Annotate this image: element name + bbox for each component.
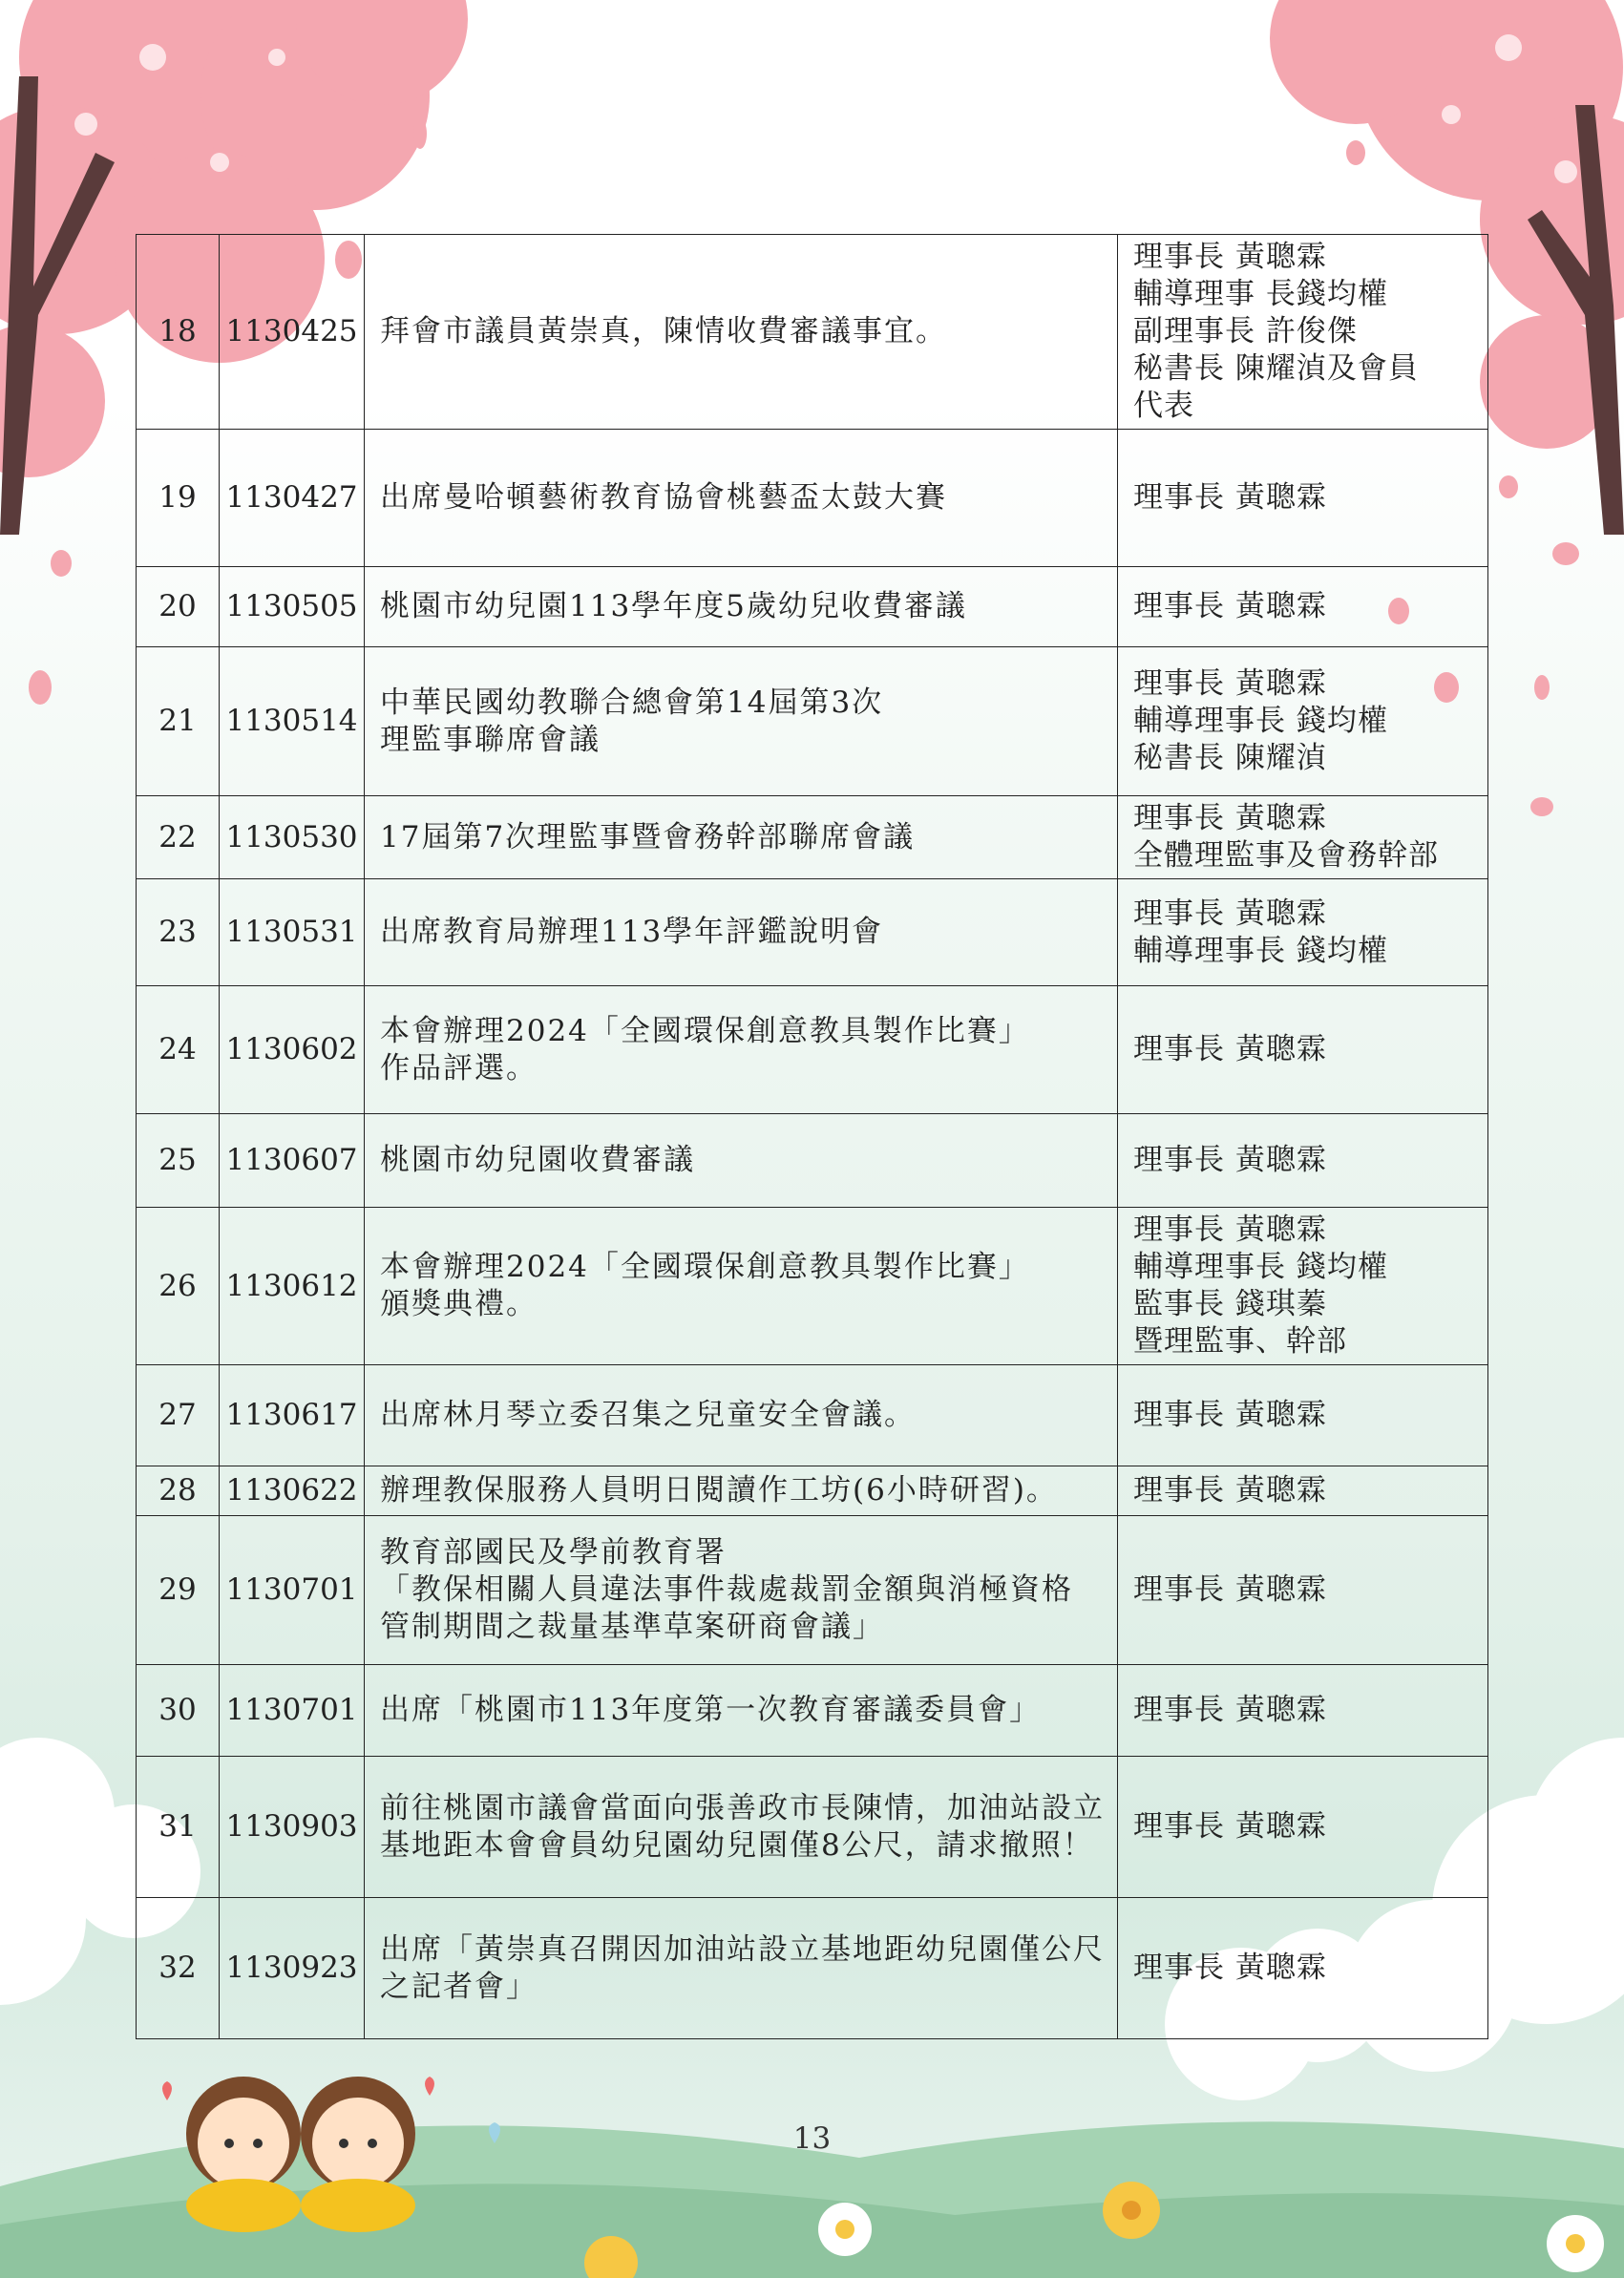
attendee-line: 暨理監事、幹部 xyxy=(1133,1324,1347,1359)
attendee-line: 理事長 黃聰霖 xyxy=(1133,1213,1327,1247)
row-number: 29 xyxy=(137,1516,220,1665)
attendee-line: 代表 xyxy=(1133,389,1194,423)
row-attendees xyxy=(1118,1516,1488,1665)
row-date: 1130425 xyxy=(220,235,365,430)
row-date: 1130923 xyxy=(220,1898,365,2039)
table-row xyxy=(137,1114,1488,1208)
row-date: 1130427 xyxy=(220,430,365,567)
row-attendees xyxy=(1118,1757,1488,1898)
row-number: 18 xyxy=(137,235,220,430)
activity-line: 理監事聯席會議 xyxy=(380,722,601,757)
attendee-line: 理事長 黃聰霖 xyxy=(1133,240,1327,274)
row-date: 1130701 xyxy=(220,1516,365,1665)
attendee-line: 理事長 黃聰霖 xyxy=(1133,1809,1327,1844)
attendee-line: 理事長 黃聰霖 xyxy=(1133,801,1327,835)
row-date: 1130514 xyxy=(220,647,365,796)
attendee-line: 理事長 黃聰霖 xyxy=(1133,1693,1327,1727)
attendee-line: 監事長 錢琪蓁 xyxy=(1133,1287,1327,1321)
row-activity xyxy=(365,1114,1118,1208)
activity-line: 本會辦理2024「全國環保創意教具製作比賽」 xyxy=(380,1250,1030,1284)
row-attendees xyxy=(1118,430,1488,567)
attendee-line: 秘書長 陳耀湞 xyxy=(1133,741,1327,775)
table-row xyxy=(137,430,1488,567)
attendee-line: 理事長 黃聰霖 xyxy=(1133,896,1327,931)
row-attendees xyxy=(1118,235,1488,430)
attendee-line: 輔導理事 長錢均權 xyxy=(1133,277,1388,311)
row-date: 1130530 xyxy=(220,796,365,879)
table-row xyxy=(137,567,1488,647)
table-row xyxy=(137,647,1488,796)
row-activity xyxy=(365,430,1118,567)
row-attendees xyxy=(1118,647,1488,796)
table-row xyxy=(137,986,1488,1114)
row-number: 28 xyxy=(137,1466,220,1516)
table-row xyxy=(137,1365,1488,1466)
table-row xyxy=(137,1665,1488,1757)
attendee-line: 理事長 黃聰霖 xyxy=(1133,1143,1327,1177)
row-activity xyxy=(365,647,1118,796)
row-date: 1130617 xyxy=(220,1365,365,1466)
activity-line: 出席「黃崇真召開因加油站設立基地距幼兒園僅公尺之記者會」 xyxy=(380,1931,1105,2004)
attendee-line: 理事長 黃聰霖 xyxy=(1133,480,1327,515)
attendee-line: 全體理監事及會務幹部 xyxy=(1133,838,1439,873)
activity-line: 辦理教保服務人員明日閱讀作工坊(6小時研習)。 xyxy=(380,1473,1058,1508)
activity-line: 教育部國民及學前教育署 xyxy=(380,1535,727,1570)
activity-line: 出席教育局辦理113學年評鑑說明會 xyxy=(380,915,884,949)
row-number: 31 xyxy=(137,1757,220,1898)
table-row xyxy=(137,235,1488,430)
row-attendees xyxy=(1118,1466,1488,1516)
row-activity xyxy=(365,567,1118,647)
row-date: 1130607 xyxy=(220,1114,365,1208)
row-activity xyxy=(365,1466,1118,1516)
attendee-line: 理事長 黃聰霖 xyxy=(1133,589,1327,623)
row-activity xyxy=(365,879,1118,986)
row-date: 1130903 xyxy=(220,1757,365,1898)
activity-line: 作品評選。 xyxy=(380,1050,538,1086)
row-number: 23 xyxy=(137,879,220,986)
row-date: 1130602 xyxy=(220,986,365,1114)
activity-line: 頒獎典禮。 xyxy=(380,1287,538,1321)
row-activity xyxy=(365,1516,1118,1665)
row-date: 1130622 xyxy=(220,1466,365,1516)
row-number: 32 xyxy=(137,1898,220,2039)
row-attendees xyxy=(1118,1365,1488,1466)
row-activity xyxy=(365,1898,1118,2039)
row-date: 1130531 xyxy=(220,879,365,986)
activity-line: 桃園市幼兒園113學年度5歲幼兒收費審議 xyxy=(380,589,967,623)
row-activity xyxy=(365,1665,1118,1757)
row-date: 1130612 xyxy=(220,1208,365,1365)
row-activity xyxy=(365,235,1118,430)
row-number: 27 xyxy=(137,1365,220,1466)
attendee-line: 副理事長 許俊傑 xyxy=(1133,314,1358,348)
attendee-line: 理事長 黃聰霖 xyxy=(1133,1572,1327,1607)
row-number: 19 xyxy=(137,430,220,567)
activity-line: 拜會市議員黃崇真，陳情收費審議事宜。 xyxy=(380,314,947,348)
attendee-line: 理事長 黃聰霖 xyxy=(1133,666,1327,701)
attendee-line: 理事長 黃聰霖 xyxy=(1133,1473,1327,1508)
row-activity xyxy=(365,1365,1118,1466)
row-attendees xyxy=(1118,1208,1488,1365)
page-number: 13 xyxy=(792,2121,832,2156)
attendee-line: 秘書長 陳耀湞及會員 xyxy=(1133,351,1419,386)
table-row xyxy=(137,1208,1488,1365)
table-row xyxy=(137,1516,1488,1665)
activity-line: 出席「桃園市113年度第一次教育審議委員會」 xyxy=(380,1693,1042,1727)
row-number: 24 xyxy=(137,986,220,1114)
table-row xyxy=(137,1757,1488,1898)
row-attendees xyxy=(1118,567,1488,647)
row-number: 30 xyxy=(137,1665,220,1757)
activity-line: 中華民國幼教聯合總會第14屆第3次 xyxy=(380,685,884,720)
activity-table xyxy=(136,234,1488,2039)
row-attendees xyxy=(1118,796,1488,879)
attendee-line: 輔導理事長 錢均權 xyxy=(1133,933,1388,968)
attendee-line: 理事長 黃聰霖 xyxy=(1133,1032,1327,1066)
table-row xyxy=(137,1466,1488,1516)
row-number: 20 xyxy=(137,567,220,647)
attendee-line: 理事長 黃聰霖 xyxy=(1133,1398,1327,1432)
table-row xyxy=(137,879,1488,986)
activity-line: 前往桃園市議會當面向張善政市長陳情，加油站設立基地距本會會員幼兒園幼兒園僅8公尺，請求撤照！ xyxy=(380,1790,1105,1863)
row-activity xyxy=(365,796,1118,879)
row-number: 21 xyxy=(137,647,220,796)
activity-line: 「教保相關人員違法事件裁處裁罰金額與消極資格 xyxy=(380,1572,1073,1607)
row-attendees xyxy=(1118,1114,1488,1208)
row-attendees xyxy=(1118,1898,1488,2039)
row-date: 1130701 xyxy=(220,1665,365,1757)
row-attendees xyxy=(1118,1665,1488,1757)
attendee-line: 輔導理事長 錢均權 xyxy=(1133,1250,1388,1284)
activity-line: 17屆第7次理監事暨會務幹部聯席會議 xyxy=(380,819,916,854)
row-activity xyxy=(365,1757,1118,1898)
activity-line: 出席林月琴立委召集之兒童安全會議。 xyxy=(380,1398,916,1432)
row-activity xyxy=(365,1208,1118,1365)
attendee-line: 理事長 黃聰霖 xyxy=(1133,1951,1327,1985)
row-attendees xyxy=(1118,879,1488,986)
row-activity xyxy=(365,986,1118,1114)
activity-line: 管制期間之裁量基準草案研商會議」 xyxy=(380,1610,884,1644)
row-number: 22 xyxy=(137,796,220,879)
table-row xyxy=(137,1898,1488,2039)
table-row xyxy=(137,796,1488,879)
activity-line: 桃園市幼兒園收費審議 xyxy=(380,1143,695,1177)
row-number: 26 xyxy=(137,1208,220,1365)
activity-line: 出席曼哈頓藝術教育協會桃藝盃太鼓大賽 xyxy=(380,480,947,515)
attendee-line: 輔導理事長 錢均權 xyxy=(1133,704,1388,738)
row-attendees xyxy=(1118,986,1488,1114)
row-date: 1130505 xyxy=(220,567,365,647)
row-number: 25 xyxy=(137,1114,220,1208)
activity-line: 本會辦理2024「全國環保創意教具製作比賽」 xyxy=(380,1013,1030,1048)
